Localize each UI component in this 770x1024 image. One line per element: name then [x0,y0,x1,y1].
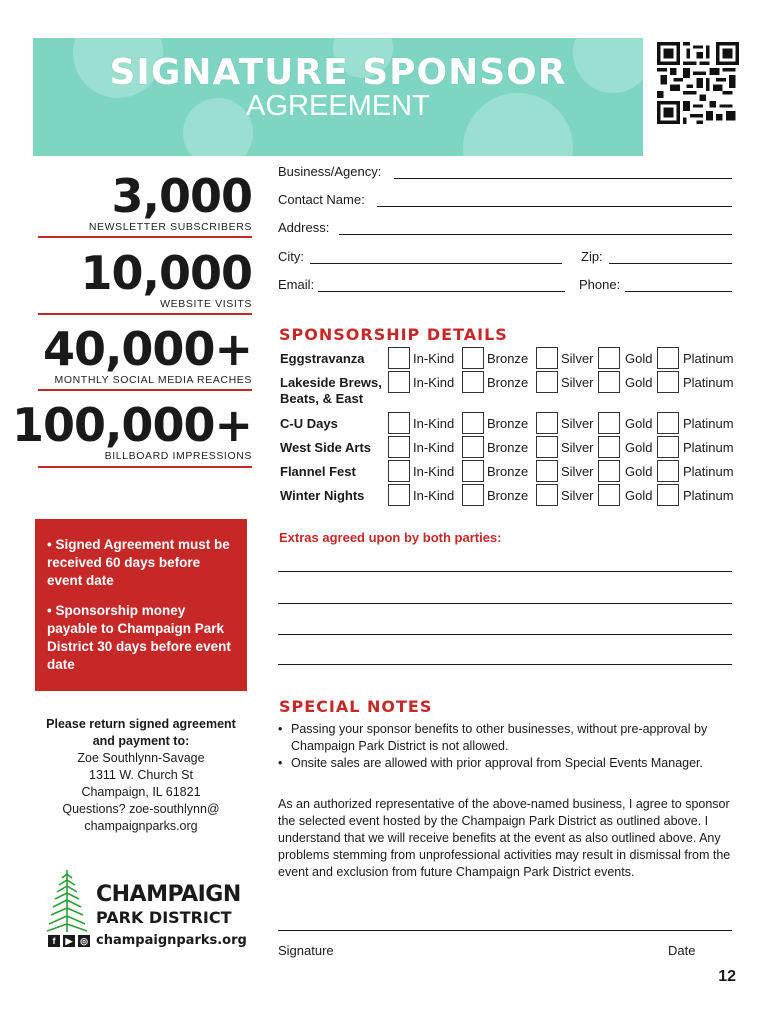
signature-line[interactable] [278,930,732,931]
stat-value: 100,000+ [11,398,252,452]
level-label: Silver [561,488,594,503]
event-name: Eggstravanza [280,351,365,366]
level-label: In-Kind [413,488,455,503]
level-label: Silver [561,375,594,390]
level-label: Silver [561,416,594,431]
platinum-checkbox[interactable] [657,371,679,393]
zip-field[interactable] [609,263,732,264]
inkind-checkbox[interactable] [388,412,410,434]
stat-label: WEBSITE VISITS [160,298,252,310]
platinum-checkbox[interactable] [657,347,679,369]
gold-checkbox[interactable] [598,460,620,482]
level-label: In-Kind [413,440,455,455]
level-label: Platinum [683,351,734,366]
level-label: In-Kind [413,464,455,479]
stat-value: 10,000 [80,246,252,300]
contact-field[interactable] [377,206,732,207]
stat-website [80,246,252,310]
stat-value: 3,000 [111,169,252,223]
bronze-checkbox[interactable] [462,484,484,506]
level-label: Gold [625,351,653,366]
business-field[interactable] [394,178,732,179]
date-label: Date [668,943,696,958]
logo-url: champaignparks.org [96,933,247,948]
divider [38,236,252,238]
champaign-park-district-logo [46,868,246,952]
inkind-checkbox[interactable] [388,460,410,482]
level-label: Bronze [487,416,529,431]
extras-line[interactable] [278,664,732,665]
platinum-checkbox[interactable] [657,436,679,458]
silver-checkbox[interactable] [536,436,558,458]
event-name: C-U Days [280,416,338,431]
silver-checkbox[interactable] [536,460,558,482]
return-heading: Please return signed agreement and payment to: [46,717,236,748]
extras-line[interactable] [278,571,732,572]
zip-label: Zip: [581,249,603,264]
inkind-checkbox[interactable] [388,347,410,369]
level-label: Platinum [683,375,734,390]
extras-line[interactable] [278,634,732,635]
sponsorship-heading: SPONSORSHIP DETAILS [279,325,508,344]
event-name: Flannel Fest [280,464,356,479]
tree-icon [46,868,88,934]
divider [38,466,252,468]
facebook-icon: f [48,935,60,947]
gold-checkbox[interactable] [598,371,620,393]
level-label: Bronze [487,375,529,390]
return-street: 1311 W. Church St [89,768,193,782]
stat-newsletter [88,169,252,233]
title-banner [33,38,643,156]
stat-label: BILLBOARD IMPRESSIONS [104,450,252,462]
silver-checkbox[interactable] [536,484,558,506]
phone-label: Phone: [579,277,621,292]
note-item: • Passing your sponsor benefits to other businesses, without pre-approval by Champaign Park District is not allowed. [278,721,746,755]
youtube-icon: ▶ [63,935,75,947]
special-notes-heading: SPECIAL NOTES [279,697,433,716]
return-info [35,716,247,835]
level-label: Silver [561,464,594,479]
level-label: Gold [625,375,653,390]
event-name: West Side Arts [280,440,372,455]
bronze-checkbox[interactable] [462,436,484,458]
requirement-signed: • Signed Agreement must be received 60 days before event date [47,537,230,588]
level-label: Silver [561,440,594,455]
stat-label: MONTHLY SOCIAL MEDIA REACHES [54,374,252,386]
extras-label: Extras agreed upon by both parties: [279,530,502,545]
stat-label: NEWSLETTER SUBSCRIBERS [88,221,252,233]
silver-checkbox[interactable] [536,371,558,393]
return-name: Zoe Southlynn-Savage [77,751,205,765]
logo-subname: PARK DISTRICT [96,908,232,927]
stat-billboard [11,398,252,462]
phone-field[interactable] [625,291,732,292]
email-label: Email: [278,277,315,292]
requirements-box [35,519,247,691]
level-label: Gold [625,488,653,503]
inkind-checkbox[interactable] [388,371,410,393]
bronze-checkbox[interactable] [462,460,484,482]
level-label: In-Kind [413,416,455,431]
inkind-checkbox[interactable] [388,436,410,458]
page-number: 12 [718,968,736,985]
city-label: City: [278,249,304,264]
address-field[interactable] [339,234,732,235]
qr-code-icon [657,40,739,126]
level-label: Platinum [683,488,734,503]
instagram-icon: ◎ [78,935,90,947]
extras-line[interactable] [278,603,732,604]
level-label: Platinum [683,440,734,455]
return-questions: Questions? zoe-southlynn@ champaignparks.org [62,802,220,833]
platinum-checkbox[interactable] [657,484,679,506]
divider [38,313,252,315]
divider [38,389,252,391]
gold-checkbox[interactable] [598,347,620,369]
logo-name: CHAMPAIGN [96,882,241,907]
level-label: Gold [625,416,653,431]
inkind-checkbox[interactable] [388,484,410,506]
silver-checkbox[interactable] [536,347,558,369]
banner-title: SIGNATURE SPONSOR [109,52,567,93]
level-label: In-Kind [413,351,455,366]
email-field[interactable] [318,291,565,292]
level-label: Platinum [683,416,734,431]
note-item: • Onsite sales are allowed with prior approval from Special Events Manager. [278,755,746,772]
level-label: Platinum [683,464,734,479]
contact-label: Contact Name: [278,192,365,207]
banner-subtitle: AGREEMENT [246,90,430,122]
platinum-checkbox[interactable] [657,412,679,434]
event-name: Winter Nights [280,488,365,503]
bronze-checkbox[interactable] [462,347,484,369]
level-label: Silver [561,351,594,366]
level-label: In-Kind [413,375,455,390]
level-label: Gold [625,464,653,479]
authorization-paragraph: As an authorized representative of the above-named business, I agree to sponsor the selected event hosted by the Champaign Park District as outlined above. I understand that we will receive benefits at the event as also outlined above. Any problems stemming from unprofessional activities may result in dismissal from the event and exclusion from future Champaign Park District events. [278,797,731,879]
stat-value: 40,000+ [42,322,252,376]
silver-checkbox[interactable] [536,412,558,434]
gold-checkbox[interactable] [598,412,620,434]
bronze-checkbox[interactable] [462,412,484,434]
bronze-checkbox[interactable] [462,371,484,393]
stat-social [42,322,252,386]
return-city: Champaign, IL 61821 [81,785,201,799]
address-label: Address: [278,220,330,235]
requirement-payment: • Sponsorship money payable to Champaign Park District 30 days before event date [47,603,231,672]
special-notes-list [278,721,746,772]
level-label: Gold [625,440,653,455]
level-label: Bronze [487,351,529,366]
gold-checkbox[interactable] [598,484,620,506]
city-field[interactable] [310,263,562,264]
business-label: Business/Agency: [278,164,382,179]
event-name: Lakeside Brews, Beats, & East [280,375,382,406]
level-label: Bronze [487,440,529,455]
level-label: Bronze [487,464,529,479]
level-label: Bronze [487,488,529,503]
gold-checkbox[interactable] [598,436,620,458]
signature-label: Signature [278,943,334,958]
platinum-checkbox[interactable] [657,460,679,482]
